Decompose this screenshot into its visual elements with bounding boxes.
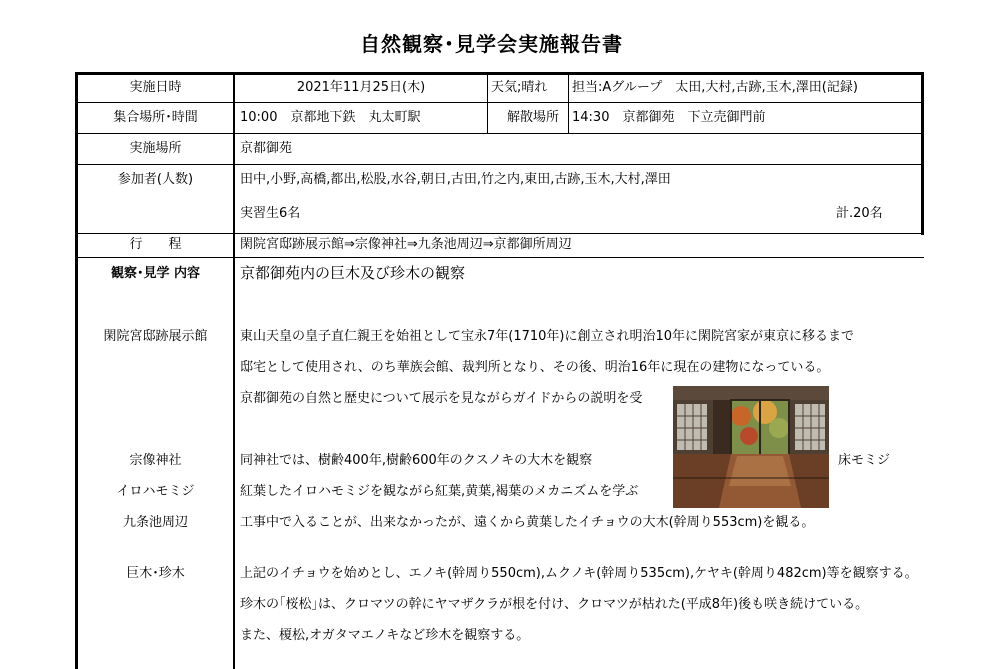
participants-total: 計.20名 — [836, 206, 883, 221]
tatami-room-photo — [673, 386, 829, 508]
section-text: 京都御苑の自然と歴史について展示を見ながらガイドからの説明を受 — [240, 391, 643, 406]
column-divider — [233, 72, 235, 669]
section-text: 同神社では、樹齢400年,樹齢600年のクスノキの大木を観察 — [240, 453, 593, 468]
section-text: 紅葉したイロハモミジを観ながら紅葉,黄葉,褐葉のメカニズムを学ぶ — [240, 484, 639, 499]
row-divider — [75, 233, 924, 234]
column-divider — [487, 72, 488, 134]
column-divider — [568, 72, 569, 134]
section-text: 珍木の｢桜松｣は、クロマツの幹にヤマザクラが根を付け、クロマツが枯れた(平成8年)後も咲き続けている。 — [240, 597, 869, 612]
staff-value: 担当:Aグループ 太田,大村,古跡,玉木,澤田(記録) — [572, 80, 858, 95]
route-value: 閑院宮邸跡展示館⇒宗像神社⇒九条池周辺⇒京都御所周辺 — [240, 237, 572, 252]
section-text: 邸宅として使用され、のち華族会館、裁判所となり、その後、明治16年に現在の建物になっている。 — [240, 360, 830, 375]
photo-caption: 床モミジ — [838, 453, 891, 468]
route-label: 行 程 — [129, 237, 182, 252]
table-border-right — [921, 72, 924, 235]
section-text: 工事中で入ることが、出来なかったが、遠くから黄葉したイチョウの大木(幹周り553cm)を観る。 — [240, 515, 815, 530]
date-label: 実施日時 — [129, 80, 182, 95]
weather-value: 天気;晴れ — [491, 80, 548, 95]
section-label-kyoboku: 巨木･珍木 — [126, 566, 185, 581]
dismissal-value: 14:30 京都御苑 下立売御門前 — [572, 110, 766, 125]
place-label: 実施場所 — [129, 141, 182, 156]
place-value: 京都御苑 — [240, 141, 293, 156]
section-label-kaninnomiya: 閑院宮邸跡展示館 — [103, 329, 208, 344]
section-text: 上記のイチョウを始めとし、エノキ(幹周り550cm),ムクノキ(幹周り535cm),ケヤキ(幹周り482cm)等を観察する。 — [240, 566, 918, 581]
section-text: 東山天皇の皇子直仁親王を始祖として宝永7年(1710年)に創立され明治10年に閑院宮家が東京に移るまで — [240, 329, 855, 344]
row-divider — [75, 257, 924, 258]
section-label-munakata: 宗像神社 — [129, 453, 182, 468]
table-border-top — [75, 72, 924, 75]
participants-names: 田中,小野,高橋,都出,松股,水谷,朝日,古田,竹之内,東田,古跡,玉木,大村,澤田 — [240, 172, 671, 187]
row-divider — [75, 164, 924, 165]
content-heading: 京都御苑内の巨木及び珍木の観察 — [240, 264, 466, 282]
content-label: 観察･見学 内容 — [110, 266, 201, 281]
row-divider — [75, 133, 924, 134]
date-value: 2021年11月25日(木) — [296, 80, 426, 95]
meeting-value: 10:00 京都地下鉄 丸太町駅 — [240, 110, 421, 125]
row-divider — [75, 102, 924, 103]
section-text: また、榎松,オガタマエノキなど珍木を観察する。 — [240, 628, 530, 643]
section-label-kujoike: 九条池周辺 — [122, 515, 188, 530]
meeting-label: 集合場所･時間 — [113, 110, 198, 125]
participants-label: 参加者(人数) — [117, 172, 194, 187]
participants-trainees: 実習生6名 — [240, 206, 301, 221]
dismissal-label: 解散場所 — [507, 110, 560, 125]
report-title: 自然観察･見学会実施報告書 — [360, 32, 623, 56]
section-label-irohamomiji: イロハモミジ — [116, 484, 195, 499]
